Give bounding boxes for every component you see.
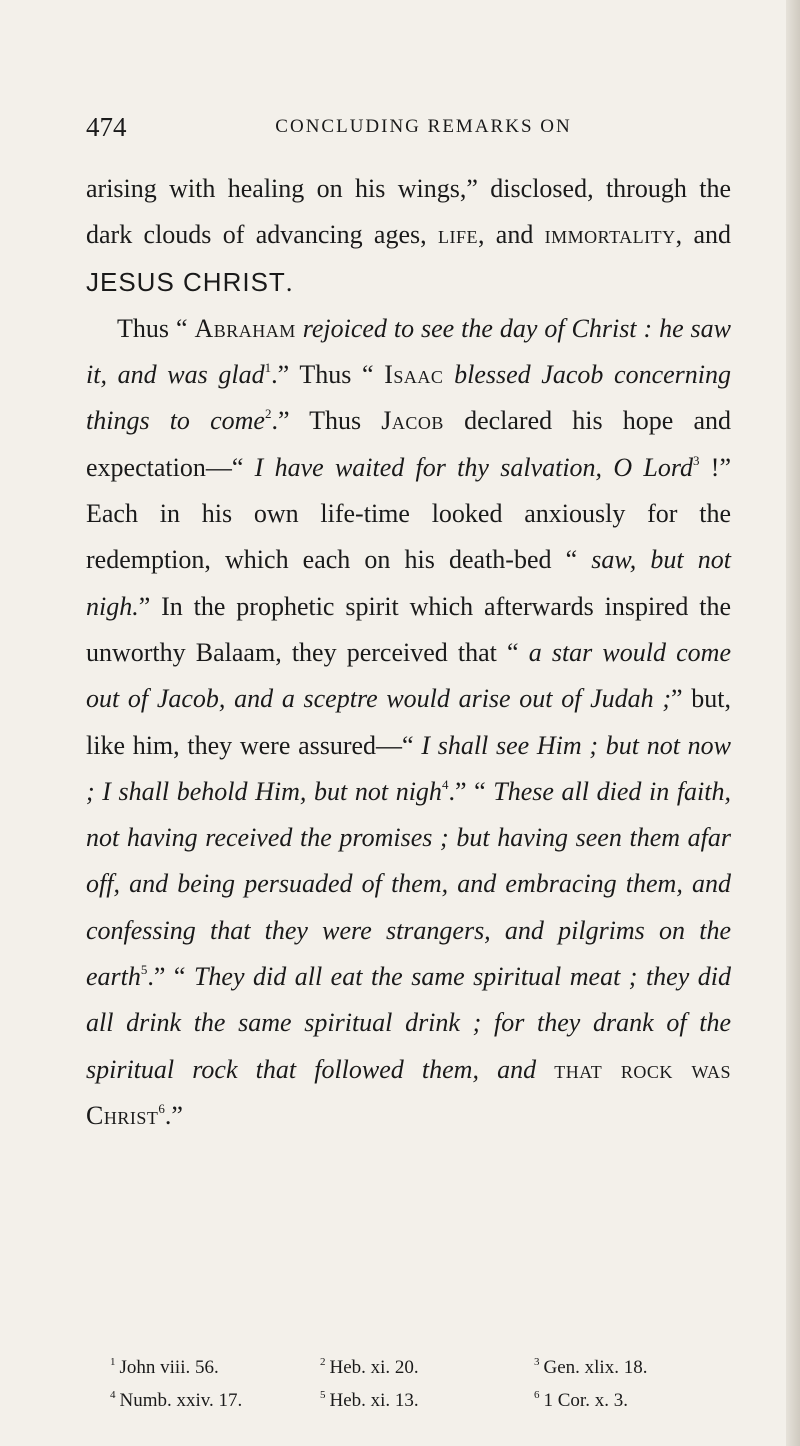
paragraph-continued: arising with healing on his wings,” disclosed, through the dark clouds of advancing ages, life, and immortality, and JESUS CHRIST. (86, 174, 732, 297)
footnote-3: $^3$ Gen. xlix. 18. (534, 1355, 648, 1378)
quote-spiritual-meat: They did all eat the same spiritual meat ; they did all drink the same spiritual drink ; for they drank of the spiritual rock that followed them, and (86, 962, 731, 1084)
footnote-ref-1: 1 (264, 360, 272, 376)
jesus-christ-heading: JESUS CHRIST (86, 266, 286, 297)
footnote-ref-3: 3 (693, 452, 700, 468)
footnote-row (110, 1351, 730, 1384)
paragraph-thus: Thus “ Abraham rejoiced to see the day of Christ : he saw it, and was glad$^1$.” Thus “ Isaac blessed Jacob concerning things to come$^2$.” Thus Jacob declared his hope and expectation—“ I have waited for thy salvation, O Lord$^3$ !” Each in his own life-time looked anxiously for the redemption, which each on his death-bed “ saw, but not nigh.” In the prophetic spirit which afterwards inspired the unworthy Balaam, they perceived that “ a star would come out of Jacob, and a sceptre would arise out of Judah ;” but, like him, they were assured—“ I shall see Him ; but not now ; I shall behold Him, but not nigh$^4$.” “ These all died in faith, not having received the promises ; but having seen them afar off, and being persuaded of them, and embracing them, and confessing that they were strangers, and pilgrims on the earth$^5$.” “ They did all eat the same spiritual meat ; they did all drink the same spiritual drink ; for they drank of the spiritual rock that followed them, and that rock was Christ$^6$.” (86, 313, 732, 1130)
small-caps-immortality: immortality (544, 220, 676, 250)
footnote-ref-6: 6 (158, 1100, 165, 1116)
small-caps-isaac: Isaac (384, 360, 444, 390)
footnote-2: $^2$ Heb. xi. 20. (320, 1355, 419, 1378)
footnote-1: $^1$ John viii. 56. (110, 1355, 219, 1378)
footnotes (110, 1351, 730, 1417)
page-number: 474 (86, 112, 127, 142)
body-text (86, 166, 731, 1139)
footnote-6: $^6$ 1 Cor. x. 3. (534, 1388, 628, 1411)
footnote-ref-2: 2 (264, 406, 272, 422)
small-caps-that-rock: that rock was Christ (86, 1054, 731, 1130)
quote-faith: These all died in faith, not having received the promises ; but having seen them afar off, and being persuaded of them, and embracing them, and confessing that they were strangers, and pilgrims on the earth (86, 776, 732, 992)
quote-abraham: rejoiced to see the day of Christ : he saw it, and was glad (86, 313, 732, 390)
quote-balaam: I shall see Him ; but not now ; I shall behold Him, but not nigh (86, 730, 731, 806)
footnote-ref-4: 4 (441, 776, 449, 792)
footnote-5: $^5$ Heb. xi. 13. (320, 1388, 419, 1411)
quote-saw: saw, but not nigh. (86, 545, 731, 621)
footnote-ref-5: 5 (140, 962, 148, 978)
quote-isaac: blessed Jacob concerning things to come (86, 360, 731, 436)
small-caps-jacob: Jacob (381, 406, 444, 436)
quote-star: a star would come out of Jacob, and a sceptre would arise out of Judah ; (86, 637, 731, 714)
page-edge-shadow (786, 0, 800, 1446)
small-caps-life: life (437, 220, 478, 250)
footnote-4: $^4$ Numb. xxiv. 17. (110, 1388, 243, 1411)
quote-jacob: I have waited for thy salvation, O Lord (254, 452, 694, 482)
small-caps-abraham: Abraham (194, 313, 296, 343)
running-head: CONCLUDING REMARKS ON (275, 116, 572, 137)
page-header (86, 112, 731, 152)
footnote-row (110, 1384, 730, 1417)
